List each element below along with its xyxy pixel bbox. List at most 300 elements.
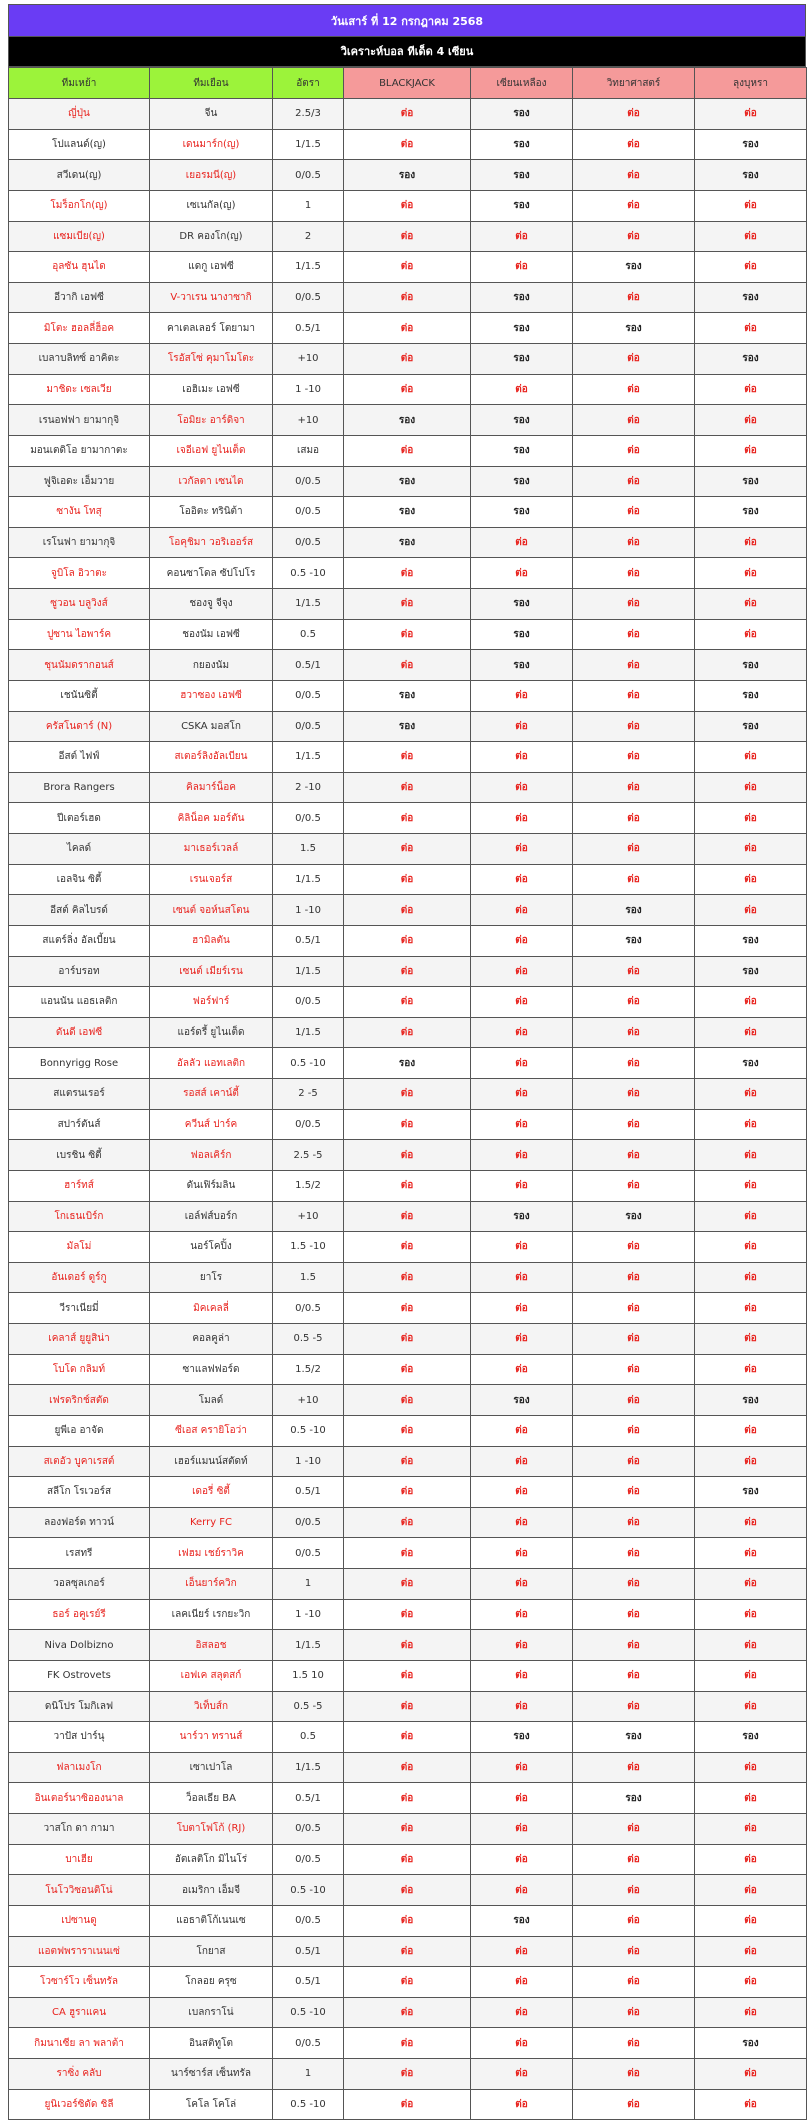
table-row: [9, 589, 807, 620]
rate-cell: 0/0.5: [273, 497, 344, 528]
pick-blackjack: ต่อ: [344, 129, 471, 160]
table-row: [9, 711, 807, 742]
pick-science: ต่อ: [573, 1936, 695, 1967]
pick-sian-lueang: ต่อ: [471, 956, 573, 987]
away-team-cell: ชองจู จีจุง: [150, 589, 273, 620]
home-team-cell: เรสทรี: [9, 1538, 150, 1569]
rate-cell: 0.5: [273, 619, 344, 650]
rate-cell: 1/1.5: [273, 1017, 344, 1048]
away-team-cell: มาเธอร์เวลล์: [150, 834, 273, 865]
pick-blackjack: ต่อ: [344, 925, 471, 956]
home-team-cell: มอนเตดิโอ ยามากาตะ: [9, 435, 150, 466]
away-team-cell: เอฮิเมะ เอฟซี: [150, 374, 273, 405]
column-header-blackjack: BLACKJACK: [344, 68, 471, 99]
pick-blackjack: รอง: [344, 1048, 471, 1079]
pick-science: ต่อ: [573, 1599, 695, 1630]
pick-sian-lueang: ต่อ: [471, 1048, 573, 1079]
pick-blackjack: ต่อ: [344, 1660, 471, 1691]
rate-cell: 1 -10: [273, 1599, 344, 1630]
away-team-cell: แอธาติโก้เนนเซ: [150, 1905, 273, 1936]
rate-cell: 1: [273, 190, 344, 221]
predictions-table: [8, 67, 807, 2120]
away-team-cell: จีน: [150, 99, 273, 130]
pick-sian-lueang: รอง: [471, 589, 573, 620]
home-team-cell: อุลซัน ฮุนได: [9, 252, 150, 283]
pick-lung-bura: รอง: [695, 160, 807, 191]
table-row: [9, 1660, 807, 1691]
home-team-cell: ลองฟอร์ด ทาวน์: [9, 1507, 150, 1538]
home-team-cell: โวซาร์โว เซ็นทรัล: [9, 1967, 150, 1998]
home-team-cell: ไคลด์: [9, 834, 150, 865]
table-row: [9, 374, 807, 405]
pick-blackjack: รอง: [344, 160, 471, 191]
pick-sian-lueang: ต่อ: [471, 527, 573, 558]
rate-cell: 0/0.5: [273, 1905, 344, 1936]
pick-blackjack: ต่อ: [344, 1599, 471, 1630]
table-row: [9, 895, 807, 926]
pick-science: ต่อ: [573, 190, 695, 221]
pick-science: ต่อ: [573, 1109, 695, 1140]
table-row: [9, 956, 807, 987]
away-team-cell: ฟอลเคิร์ก: [150, 1140, 273, 1171]
pick-sian-lueang: ต่อ: [471, 1875, 573, 1906]
pick-lung-bura: ต่อ: [695, 803, 807, 834]
pick-science: ต่อ: [573, 1446, 695, 1477]
pick-blackjack: ต่อ: [344, 1017, 471, 1048]
pick-sian-lueang: รอง: [471, 466, 573, 497]
table-row: [9, 1017, 807, 1048]
away-team-cell: ซีเอส ครายิโอว่า: [150, 1415, 273, 1446]
pick-sian-lueang: ต่อ: [471, 252, 573, 283]
rate-cell: 1 -10: [273, 374, 344, 405]
table-row: [9, 2028, 807, 2059]
away-team-cell: วิเท็บส์ก: [150, 1691, 273, 1722]
pick-blackjack: ต่อ: [344, 344, 471, 375]
rate-cell: 0/0.5: [273, 1844, 344, 1875]
table-row: [9, 2059, 807, 2090]
pick-science: ต่อ: [573, 1967, 695, 1998]
home-team-cell: Brora Rangers: [9, 772, 150, 803]
pick-science: ต่อ: [573, 680, 695, 711]
table-row: [9, 1967, 807, 1998]
pick-blackjack: ต่อ: [344, 1262, 471, 1293]
pick-science: ต่อ: [573, 711, 695, 742]
pick-lung-bura: ต่อ: [695, 252, 807, 283]
away-team-cell: มิคเคลลี่: [150, 1293, 273, 1324]
pick-blackjack: ต่อ: [344, 1691, 471, 1722]
home-team-cell: Bonnyrigg Rose: [9, 1048, 150, 1079]
pick-sian-lueang: ต่อ: [471, 1017, 573, 1048]
pick-science: ต่อ: [573, 221, 695, 252]
pick-science: ต่อ: [573, 1630, 695, 1661]
rate-cell: 1/1.5: [273, 956, 344, 987]
home-team-cell: ยูนิเวอร์ซิดัด ชิลี: [9, 2089, 150, 2120]
pick-science: รอง: [573, 1722, 695, 1753]
away-team-cell: ดันเฟิร์มลิน: [150, 1170, 273, 1201]
home-team-cell: แซมเบีย(ญ): [9, 221, 150, 252]
pick-blackjack: ต่อ: [344, 1201, 471, 1232]
rate-cell: 1: [273, 1569, 344, 1600]
pick-science: รอง: [573, 252, 695, 283]
home-team-cell: ปีเตอร์เฮด: [9, 803, 150, 834]
away-team-cell: โมลด์: [150, 1385, 273, 1416]
table-row: [9, 1079, 807, 1110]
pick-science: ต่อ: [573, 1293, 695, 1324]
pick-science: ต่อ: [573, 1875, 695, 1906]
pick-science: รอง: [573, 1783, 695, 1814]
pick-blackjack: ต่อ: [344, 1446, 471, 1477]
pick-lung-bura: ต่อ: [695, 1691, 807, 1722]
pick-science: ต่อ: [573, 1170, 695, 1201]
pick-sian-lueang: รอง: [471, 129, 573, 160]
pick-blackjack: ต่อ: [344, 619, 471, 650]
pick-lung-bura: รอง: [695, 466, 807, 497]
pick-science: ต่อ: [573, 1569, 695, 1600]
pick-sian-lueang: ต่อ: [471, 864, 573, 895]
rate-cell: เสมอ: [273, 435, 344, 466]
pick-blackjack: รอง: [344, 466, 471, 497]
home-team-cell: ชุนนัมดรากอนส์: [9, 650, 150, 681]
column-header-away: ทีมเยือน: [150, 68, 273, 99]
table-row: [9, 1814, 807, 1845]
table-row: [9, 650, 807, 681]
page-subtitle: วิเคราะห์บอล ทีเด็ด 4 เซียน: [8, 37, 806, 67]
rate-cell: 0.5 -10: [273, 1875, 344, 1906]
rate-cell: 0.5: [273, 1722, 344, 1753]
pick-blackjack: ต่อ: [344, 1997, 471, 2028]
pick-science: ต่อ: [573, 987, 695, 1018]
pick-lung-bura: ต่อ: [695, 99, 807, 130]
pick-blackjack: ต่อ: [344, 1477, 471, 1508]
pick-science: ต่อ: [573, 803, 695, 834]
pick-science: ต่อ: [573, 374, 695, 405]
pick-science: รอง: [573, 1201, 695, 1232]
pick-blackjack: ต่อ: [344, 803, 471, 834]
rate-cell: 0/0.5: [273, 803, 344, 834]
away-team-cell: กยองนัม: [150, 650, 273, 681]
pick-blackjack: ต่อ: [344, 895, 471, 926]
pick-sian-lueang: ต่อ: [471, 925, 573, 956]
away-team-cell: ฟอร์ฟาร์: [150, 987, 273, 1018]
pick-science: ต่อ: [573, 1477, 695, 1508]
pick-blackjack: ต่อ: [344, 1752, 471, 1783]
home-team-cell: มาชิดะ เซลเวีย: [9, 374, 150, 405]
pick-science: ต่อ: [573, 1507, 695, 1538]
away-team-cell: ซาแลฟฟอร์ด: [150, 1354, 273, 1385]
rate-cell: 0.5/1: [273, 1783, 344, 1814]
rate-cell: 0/0.5: [273, 466, 344, 497]
pick-lung-bura: ต่อ: [695, 1262, 807, 1293]
home-team-cell: สแตรนเรอร์: [9, 1079, 150, 1110]
rate-cell: 1.5 10: [273, 1660, 344, 1691]
home-team-cell: โกเธนเบิร์ก: [9, 1201, 150, 1232]
home-team-cell: จูบิโล อิวาตะ: [9, 558, 150, 589]
table-row: [9, 1201, 807, 1232]
table-row: [9, 1599, 807, 1630]
away-team-cell: เอล์ฟส์บอร์ก: [150, 1201, 273, 1232]
home-team-cell: วีราเนียมี่: [9, 1293, 150, 1324]
pick-blackjack: ต่อ: [344, 1722, 471, 1753]
away-team-cell: เซาเปาโล: [150, 1752, 273, 1783]
pick-lung-bura: รอง: [695, 1722, 807, 1753]
pick-lung-bura: ต่อ: [695, 1201, 807, 1232]
away-team-cell: คอลคูล่า: [150, 1324, 273, 1355]
rate-cell: 0.5 -5: [273, 1691, 344, 1722]
rate-cell: 0/0.5: [273, 2028, 344, 2059]
table-row: [9, 803, 807, 834]
pick-sian-lueang: ต่อ: [471, 1140, 573, 1171]
away-team-cell: Kerry FC: [150, 1507, 273, 1538]
pick-sian-lueang: ต่อ: [471, 1752, 573, 1783]
rate-cell: 1.5: [273, 834, 344, 865]
table-row: [9, 344, 807, 375]
rate-cell: 0.5 -10: [273, 1048, 344, 1079]
pick-lung-bura: ต่อ: [695, 405, 807, 436]
home-team-cell: ดันดี เอฟซี: [9, 1017, 150, 1048]
pick-lung-bura: ต่อ: [695, 1569, 807, 1600]
pick-sian-lueang: ต่อ: [471, 1538, 573, 1569]
away-team-cell: อัตเลติโก มิไนโร่: [150, 1844, 273, 1875]
pick-blackjack: ต่อ: [344, 772, 471, 803]
pick-sian-lueang: ต่อ: [471, 1507, 573, 1538]
pick-science: ต่อ: [573, 1324, 695, 1355]
away-team-cell: เรนเจอร์ส: [150, 864, 273, 895]
pick-sian-lueang: รอง: [471, 282, 573, 313]
pick-lung-bura: ต่อ: [695, 1660, 807, 1691]
pick-lung-bura: ต่อ: [695, 1844, 807, 1875]
pick-science: ต่อ: [573, 99, 695, 130]
away-team-cell: รอสส์ เคาน์ตี้: [150, 1079, 273, 1110]
pick-blackjack: ต่อ: [344, 834, 471, 865]
table-row: [9, 252, 807, 283]
pick-science: ต่อ: [573, 1538, 695, 1569]
pick-sian-lueang: ต่อ: [471, 1691, 573, 1722]
away-team-cell: เบลกราโน่: [150, 1997, 273, 2028]
pick-sian-lueang: ต่อ: [471, 1630, 573, 1661]
pick-science: ต่อ: [573, 1048, 695, 1079]
home-team-cell: Niva Dolbizno: [9, 1630, 150, 1661]
pick-lung-bura: ต่อ: [695, 1936, 807, 1967]
pick-blackjack: ต่อ: [344, 1140, 471, 1171]
home-team-cell: สแตร์ลิ่ง อัลเบี้ยน: [9, 925, 150, 956]
table-row: [9, 1354, 807, 1385]
rate-cell: 2: [273, 221, 344, 252]
away-team-cell: ควีนส์ ปาร์ค: [150, 1109, 273, 1140]
table-row: [9, 405, 807, 436]
pick-science: รอง: [573, 895, 695, 926]
away-team-cell: โอมิยะ อาร์ดิจา: [150, 405, 273, 436]
pick-lung-bura: ต่อ: [695, 1997, 807, 2028]
pick-sian-lueang: รอง: [471, 1905, 573, 1936]
pick-science: รอง: [573, 313, 695, 344]
pick-blackjack: ต่อ: [344, 956, 471, 987]
away-team-cell: V-วาเรน นางาซากิ: [150, 282, 273, 313]
pick-blackjack: ต่อ: [344, 1232, 471, 1263]
pick-blackjack: รอง: [344, 497, 471, 528]
pick-blackjack: ต่อ: [344, 252, 471, 283]
table-row: [9, 864, 807, 895]
away-team-cell: ยาโร: [150, 1262, 273, 1293]
pick-lung-bura: ต่อ: [695, 1630, 807, 1661]
away-team-cell: ว็อลเธีย BA: [150, 1783, 273, 1814]
away-team-cell: เอ็นยาร์ควิก: [150, 1569, 273, 1600]
pick-blackjack: ต่อ: [344, 1783, 471, 1814]
rate-cell: 0.5 -10: [273, 1997, 344, 2028]
table-row: [9, 1507, 807, 1538]
pick-lung-bura: รอง: [695, 129, 807, 160]
away-team-cell: เลคเนียร์ เรกยะวิก: [150, 1599, 273, 1630]
home-team-cell: ซูวอน บลูวิงส์: [9, 589, 150, 620]
pick-sian-lueang: รอง: [471, 405, 573, 436]
pick-blackjack: ต่อ: [344, 435, 471, 466]
rate-cell: +10: [273, 405, 344, 436]
rate-cell: 0.5/1: [273, 313, 344, 344]
table-row: [9, 1997, 807, 2028]
away-team-cell: อินสติทูโต: [150, 2028, 273, 2059]
table-row: [9, 221, 807, 252]
pick-lung-bura: ต่อ: [695, 2059, 807, 2090]
table-row: [9, 435, 807, 466]
home-team-cell: ยูพีเอ อาจัด: [9, 1415, 150, 1446]
pick-sian-lueang: ต่อ: [471, 221, 573, 252]
table-row: [9, 2089, 807, 2120]
rate-cell: 2 -5: [273, 1079, 344, 1110]
pick-blackjack: รอง: [344, 680, 471, 711]
pick-lung-bura: ต่อ: [695, 864, 807, 895]
pick-blackjack: ต่อ: [344, 650, 471, 681]
pick-sian-lueang: ต่อ: [471, 2059, 573, 2090]
away-team-cell: โกยาส: [150, 1936, 273, 1967]
pick-science: ต่อ: [573, 1905, 695, 1936]
pick-blackjack: ต่อ: [344, 1814, 471, 1845]
away-team-cell: โกลอย ครุซ: [150, 1967, 273, 1998]
table-row: [9, 834, 807, 865]
pick-sian-lueang: ต่อ: [471, 1783, 573, 1814]
pick-science: ต่อ: [573, 282, 695, 313]
pick-science: ต่อ: [573, 772, 695, 803]
pick-sian-lueang: ต่อ: [471, 1814, 573, 1845]
table-row: [9, 1477, 807, 1508]
pick-lung-bura: ต่อ: [695, 313, 807, 344]
rate-cell: 0/0.5: [273, 160, 344, 191]
rate-cell: 0/0.5: [273, 1109, 344, 1140]
away-team-cell: นาร์ซาร์ส เซ็นทรัล: [150, 2059, 273, 2090]
rate-cell: +10: [273, 1201, 344, 1232]
pick-sian-lueang: ต่อ: [471, 680, 573, 711]
pick-lung-bura: ต่อ: [695, 987, 807, 1018]
pick-blackjack: ต่อ: [344, 2059, 471, 2090]
pick-sian-lueang: รอง: [471, 1722, 573, 1753]
pick-science: ต่อ: [573, 619, 695, 650]
pick-lung-bura: ต่อ: [695, 1232, 807, 1263]
pick-lung-bura: ต่อ: [695, 1783, 807, 1814]
table-row: [9, 1293, 807, 1324]
pick-science: ต่อ: [573, 1079, 695, 1110]
rate-cell: +10: [273, 344, 344, 375]
pick-science: ต่อ: [573, 742, 695, 773]
pick-blackjack: รอง: [344, 405, 471, 436]
pick-lung-bura: รอง: [695, 1477, 807, 1508]
pick-lung-bura: ต่อ: [695, 1170, 807, 1201]
pick-sian-lueang: ต่อ: [471, 1844, 573, 1875]
pick-sian-lueang: ต่อ: [471, 2089, 573, 2120]
away-team-cell: คอนซาโดล ซัปโปโร: [150, 558, 273, 589]
pick-sian-lueang: ต่อ: [471, 803, 573, 834]
pick-blackjack: ต่อ: [344, 558, 471, 589]
pick-lung-bura: รอง: [695, 650, 807, 681]
home-team-cell: อีสต์ คิลไบรด์: [9, 895, 150, 926]
table-row: [9, 1140, 807, 1171]
pick-lung-bura: ต่อ: [695, 1140, 807, 1171]
pick-sian-lueang: รอง: [471, 344, 573, 375]
home-team-cell: อีสต์ ไฟฟ์: [9, 742, 150, 773]
column-header-sian-lueang: เซียนเหลือง: [471, 68, 573, 99]
home-team-cell: CA ฮูราแคน: [9, 1997, 150, 2028]
table-row: [9, 619, 807, 650]
pick-blackjack: ต่อ: [344, 742, 471, 773]
table-body: [9, 99, 807, 2120]
pick-sian-lueang: ต่อ: [471, 711, 573, 742]
pick-blackjack: ต่อ: [344, 1324, 471, 1355]
rate-cell: 1/1.5: [273, 864, 344, 895]
home-team-cell: วาปัส ปาร์นุ: [9, 1722, 150, 1753]
pick-blackjack: ต่อ: [344, 1844, 471, 1875]
page-container: [8, 4, 806, 2120]
pick-blackjack: ต่อ: [344, 1385, 471, 1416]
rate-cell: 0.5 -10: [273, 1415, 344, 1446]
table-row: [9, 527, 807, 558]
rate-cell: 1/1.5: [273, 1630, 344, 1661]
rate-cell: 0.5/1: [273, 925, 344, 956]
away-team-cell: CSKA มอสโก: [150, 711, 273, 742]
pick-sian-lueang: ต่อ: [471, 834, 573, 865]
away-team-cell: อัลลัว แอทเลติก: [150, 1048, 273, 1079]
home-team-cell: เบลาบลิทซ์ อาคิตะ: [9, 344, 150, 375]
pick-blackjack: ต่อ: [344, 1875, 471, 1906]
table-row: [9, 1538, 807, 1569]
rate-cell: 0/0.5: [273, 1538, 344, 1569]
home-team-cell: เชนันซิตี้: [9, 680, 150, 711]
pick-blackjack: ต่อ: [344, 1415, 471, 1446]
table-row: [9, 742, 807, 773]
pick-blackjack: ต่อ: [344, 1293, 471, 1324]
home-team-cell: กิมนาเซีย ลา พลาต้า: [9, 2028, 150, 2059]
rate-cell: 0/0.5: [273, 282, 344, 313]
table-row: [9, 1875, 807, 1906]
pick-lung-bura: ต่อ: [695, 1446, 807, 1477]
pick-blackjack: ต่อ: [344, 1967, 471, 1998]
pick-sian-lueang: รอง: [471, 1385, 573, 1416]
pick-lung-bura: ต่อ: [695, 1354, 807, 1385]
pick-lung-bura: ต่อ: [695, 1814, 807, 1845]
pick-sian-lueang: รอง: [471, 99, 573, 130]
pick-science: ต่อ: [573, 1844, 695, 1875]
away-team-cell: เฟฮม เชย์ราวิค: [150, 1538, 273, 1569]
home-team-cell: ราซิ่ง คลับ: [9, 2059, 150, 2090]
rate-cell: 0/0.5: [273, 987, 344, 1018]
away-team-cell: คิลมาร์น็อค: [150, 772, 273, 803]
home-team-cell: ดนิโปร โมกิเลฟ: [9, 1691, 150, 1722]
away-team-cell: อิสลอช: [150, 1630, 273, 1661]
table-row: [9, 129, 807, 160]
away-team-cell: เจอีเอฟ ยูไนเต็ด: [150, 435, 273, 466]
pick-sian-lueang: ต่อ: [471, 1660, 573, 1691]
pick-sian-lueang: ต่อ: [471, 1293, 573, 1324]
pick-lung-bura: ต่อ: [695, 834, 807, 865]
pick-sian-lueang: ต่อ: [471, 1477, 573, 1508]
pick-blackjack: ต่อ: [344, 1354, 471, 1385]
pick-sian-lueang: ต่อ: [471, 1232, 573, 1263]
